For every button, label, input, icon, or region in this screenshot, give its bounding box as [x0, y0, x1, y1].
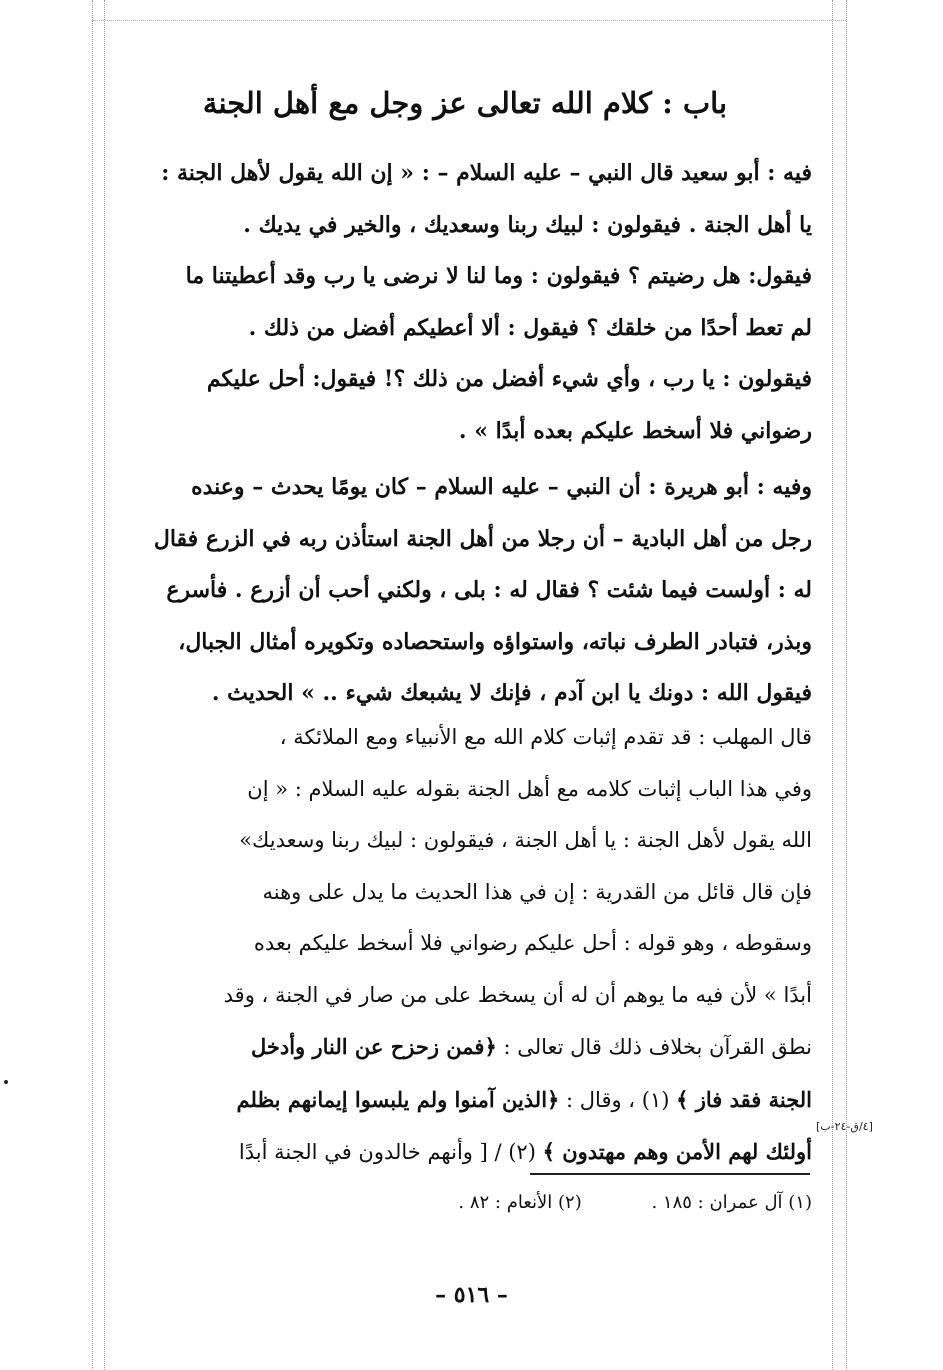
- text-line: لم تعط أحدًا من خلقك ؟ فيقول : ألا أعطيكم أفضل من ذلك .: [248, 314, 812, 341]
- footnote-divider: [530, 1173, 810, 1175]
- scan-frame-line: [104, 0, 105, 1370]
- text-line: وفي هذا الباب إثبات كلامه مع أهل الجنة بقوله عليه السلام : « إن: [247, 776, 812, 801]
- plain-text: / [ وأنهم خالدون في الجنة أبدًا: [238, 1140, 502, 1164]
- quran-quote: ﴿فمن زحزح عن النار وأدخل: [250, 1034, 497, 1059]
- footnote-ref: (٢): [501, 1140, 543, 1164]
- chapter-title: باب : كلام الله تعالى عز وجل مع أهل الجنة: [202, 86, 728, 120]
- footnote-1: (١) آل عمران : ١٨٥ .: [651, 1192, 812, 1213]
- commentary-block: [118, 712, 812, 1179]
- plain-text: ، وقال :: [559, 1087, 636, 1112]
- text-line: الله يقول لأهل الجنة : يا أهل الجنة ، فيقولون : لبيك ربنا وسعديك»: [239, 828, 812, 852]
- hadith-block-1: [118, 148, 812, 457]
- text-line: فيقول: هل رضيتم ؟ فيقولون : وما لنا لا نرضى يا رب وقد أعطيتنا ما: [185, 263, 812, 289]
- text-line: وبذر، فتبادر الطرف نباته، واستواؤه واستحصاده وتكويره أمثال الجبال،: [178, 628, 812, 655]
- text-line: له : أولست فيما شئت ؟ فقال له : بلى ، ولكني أحب أن أزرع . فأسرع: [166, 577, 812, 603]
- scan-frame-line: [92, 0, 93, 1370]
- quran-quote: ﴿الذين آمنوا ولم يلبسوا إيمانهم بظلم: [236, 1086, 560, 1112]
- text-line: وسقوطه ، وهو قوله : أحل عليكم رضواني فلا أسخط عليكم بعده: [253, 931, 812, 955]
- text-line: يا أهل الجنة . فيقولون : لبيك ربنا وسعديك ، والخير في يديك .: [243, 211, 812, 238]
- text-line: فإن قال قائل من القدرية : إن في هذا الحديث ما يدل على وهنه: [262, 879, 812, 904]
- text-line: أبدًا » لأن فيه ما يوهم أن له أن يسخط على من صار في الجنة ، وقد: [223, 982, 812, 1007]
- text-line: رضواني فلا أسخط عليكم بعده أبدًا » .: [458, 417, 812, 444]
- scan-speck: [4, 1080, 8, 1084]
- text-line: وفيه : أبو هريرة : أن النبي – عليه السلام – كان يومًا يحدث – وعنده: [191, 474, 812, 500]
- text-line: [118, 1126, 812, 1179]
- text-line: رجل من أهل البادية – أن رجلا من أهل الجنة استأذن ربه في الزرع فقال: [153, 525, 812, 552]
- manuscript-folio-note: [٤/ق-٢٤-ب]: [816, 1120, 873, 1133]
- text-line: فيقول الله : دونك يا ابن آدم ، فإنك لا يشبعك شيء .. » الحديث .: [211, 680, 812, 706]
- quran-quote: أولئك لهم الأمن وهم مهتدون ﴾: [542, 1139, 812, 1164]
- footnotes: [300, 1192, 812, 1213]
- text-line: قال المهلب : قد تقدم إثبات كلام الله مع الأنبياء ومع الملائكة ،: [279, 725, 812, 749]
- text-line: فيه : أبو سعيد قال النبي – عليه السلام – : « إن الله يقول لأهل الجنة :: [161, 160, 812, 186]
- scan-frame-top-line: [92, 20, 846, 21]
- scan-frame-line: [832, 0, 833, 1370]
- text-line: فيقولون : يا رب ، وأي شيء أفضل من ذلك ؟! فيقول: أحل عليكم: [206, 366, 812, 392]
- scan-frame-line: [846, 0, 847, 1370]
- text-line: [118, 1021, 812, 1074]
- text-line: [118, 1074, 812, 1127]
- plain-text: نطق القرآن بخلاف ذلك قال تعالى :: [496, 1035, 812, 1059]
- page-number: – ٥١٦ –: [435, 1282, 508, 1308]
- hadith-block-2: [118, 462, 812, 720]
- footnote-2: (٢) الأنعام : ٨٢ .: [458, 1192, 582, 1213]
- quran-quote: الجنة فقد فاز ﴾: [676, 1086, 812, 1112]
- footnote-ref: (١): [635, 1087, 677, 1112]
